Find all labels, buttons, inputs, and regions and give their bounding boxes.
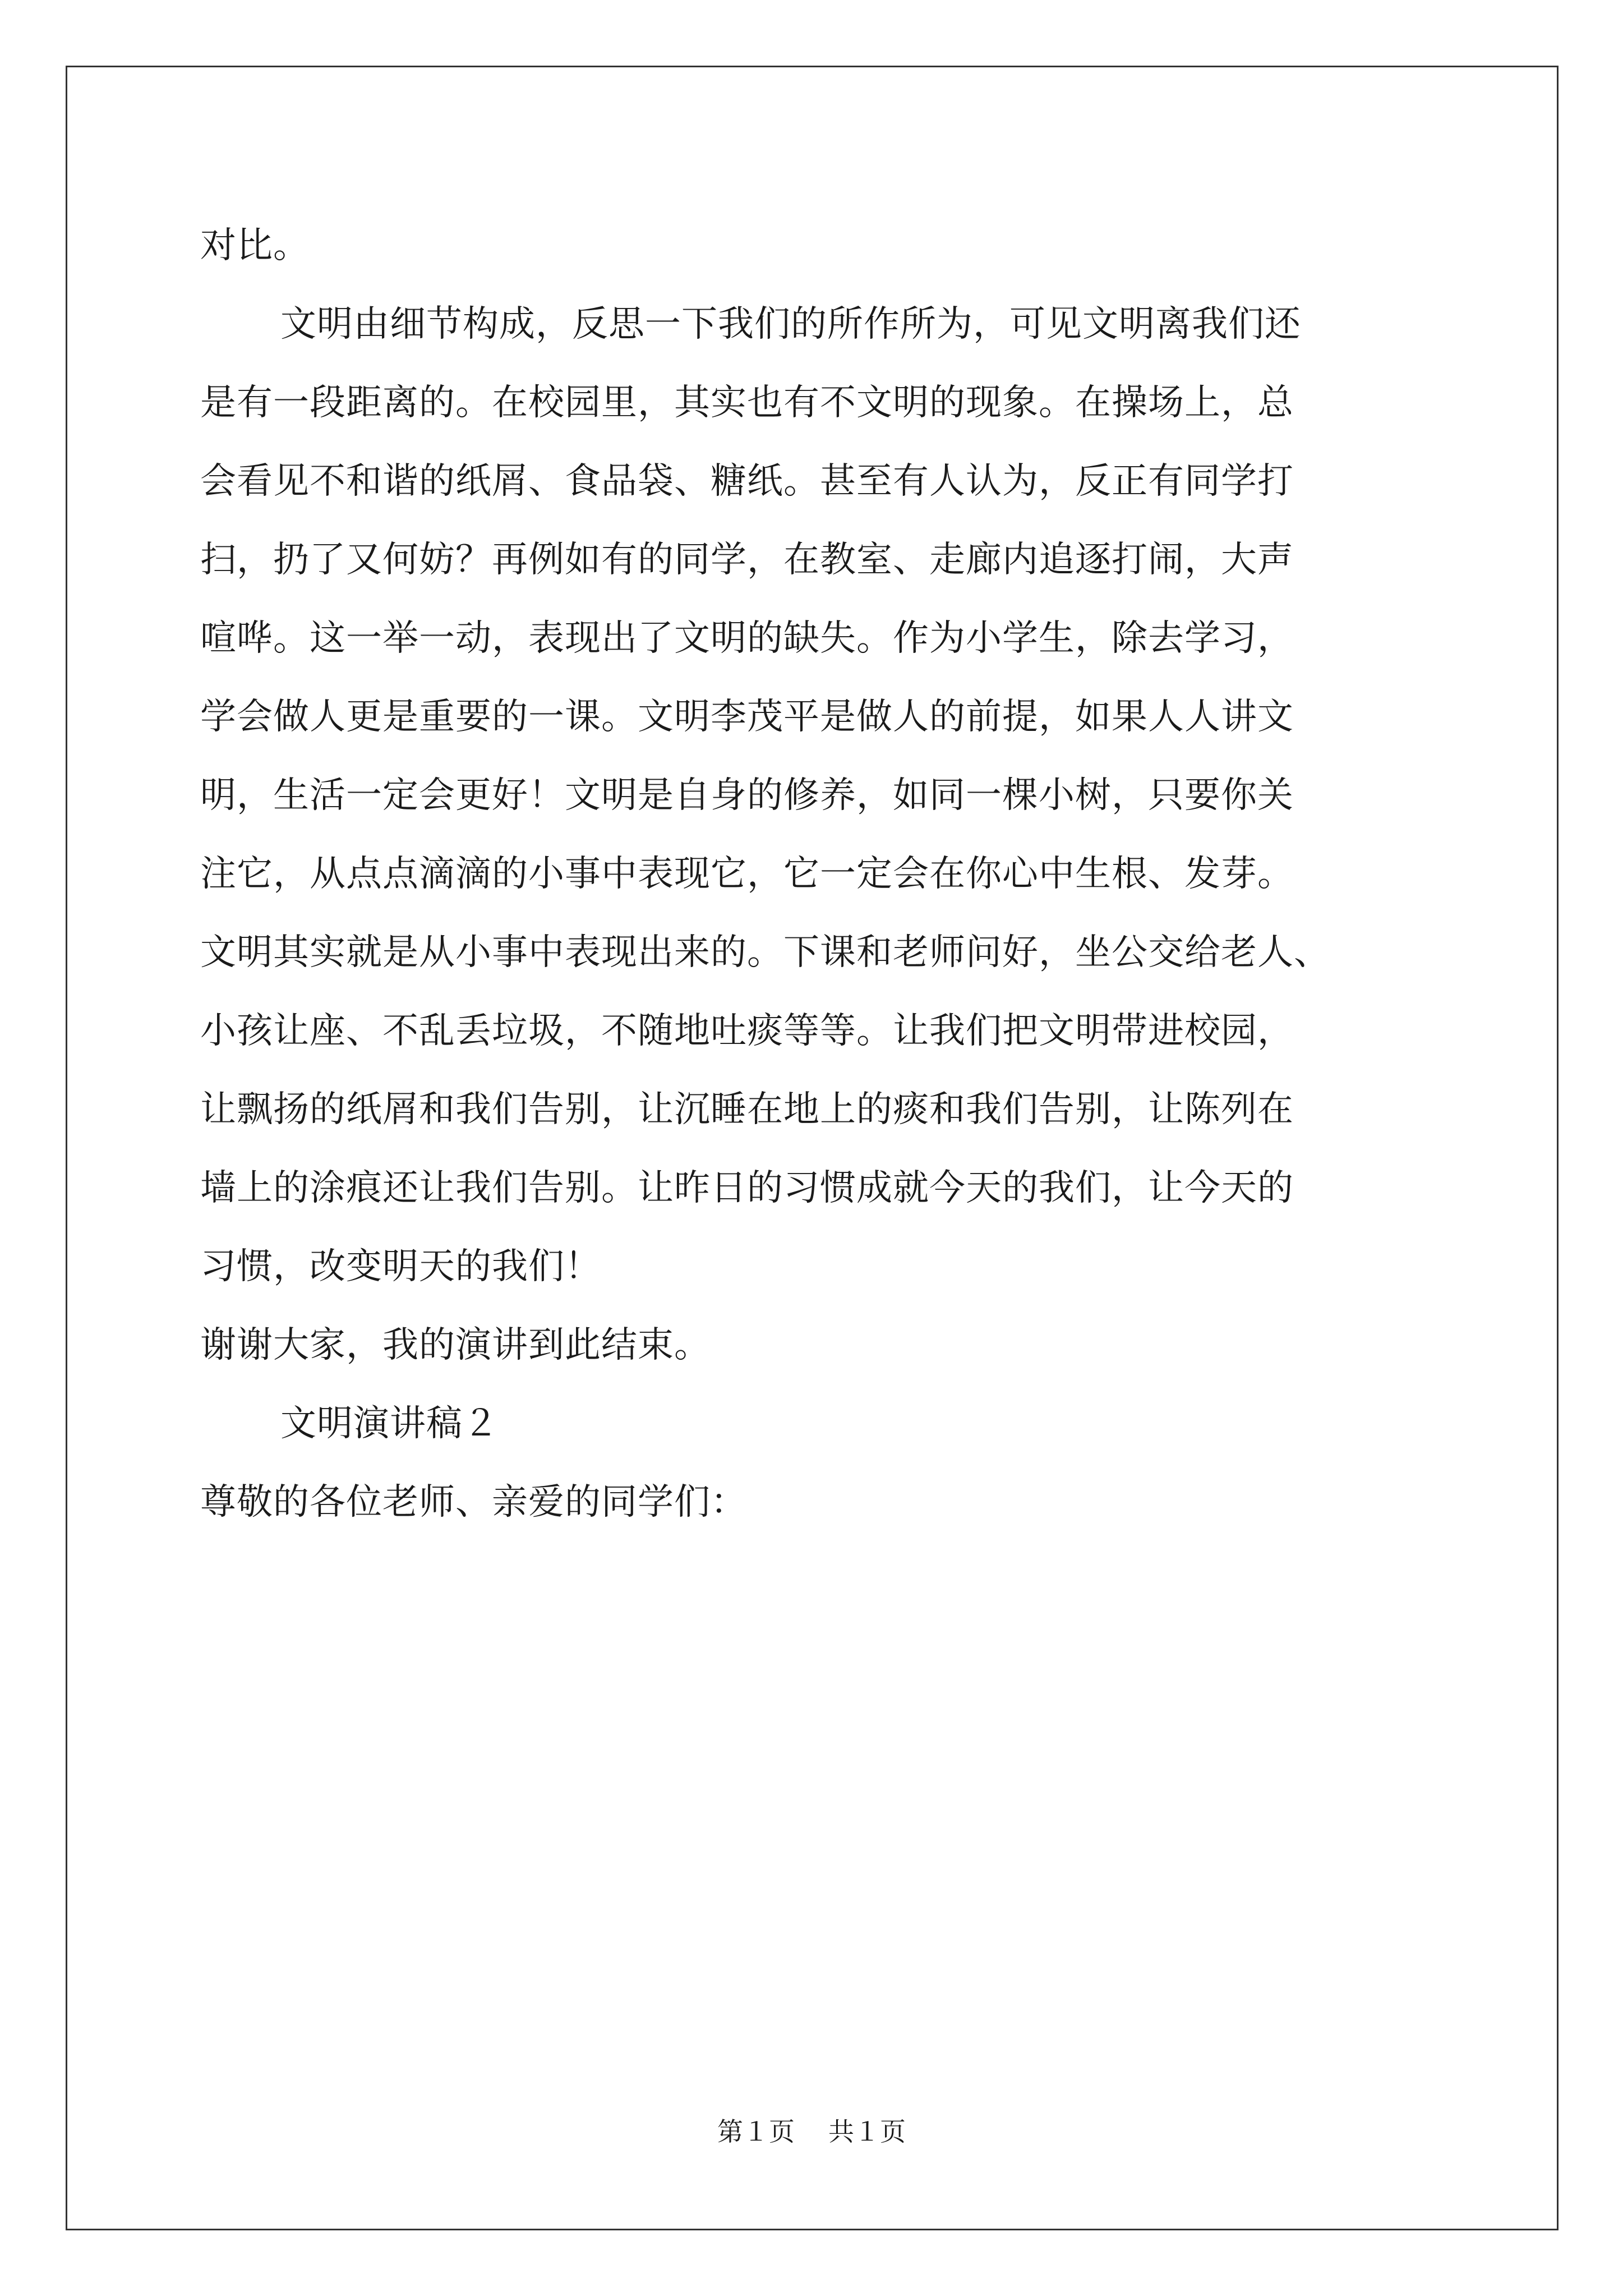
text-line: 小孩让座、不乱丢垃圾，不随地吐痰等等。让我们把文明带进校园， xyxy=(200,1010,1294,1052)
text-line: 喧哗。这一举一动，表现出了文明的缺失。作为小学生，除去学习， xyxy=(200,618,1294,659)
page-footer xyxy=(0,2116,1623,2147)
text-line: 明，生活一定会更好！文明是自身的修养，如同一棵小树，只要你关 xyxy=(200,775,1294,816)
text-line: 习惯，改变明天的我们！ xyxy=(200,1246,601,1287)
paragraph-start-line: 文明演讲稿２ xyxy=(280,1403,499,1444)
text-line: 文明其实就是从小事中表现出来的。下课和老师问好，坐公交给老人、 xyxy=(200,932,1330,973)
page-total: 共１页 xyxy=(828,2116,906,2147)
text-line: 扫，扔了又何妨？再例如有的同学，在教室、走廊内追逐打闹，大声 xyxy=(200,539,1294,581)
text-line: 让飘扬的纸屑和我们告别，让沉睡在地上的痰和我们告别，让陈列在 xyxy=(200,1089,1294,1130)
text-line: 学会做人更是重要的一课。文明李茂平是做人的前提，如果人人讲文 xyxy=(200,696,1294,738)
text-line: 尊敬的各位老师、亲爱的同学们： xyxy=(200,1481,747,1523)
paragraph-start-line: 文明由细节构成，反思一下我们的所作所为，可见文明离我们还 xyxy=(280,303,1301,345)
page-number: 第１页 xyxy=(717,2116,795,2147)
text-line: 谢谢大家，我的演讲到此结束。 xyxy=(200,1324,711,1366)
text-line: 是有一段距离的。在校园里，其实也有不文明的现象。在操场上，总 xyxy=(200,382,1294,424)
text-line: 会看见不和谐的纸屑、食品袋、糖纸。甚至有人认为，反正有同学打 xyxy=(200,461,1294,502)
text-line: 墙上的涂痕还让我们告别。让昨日的习惯成就今天的我们，让今天的 xyxy=(200,1167,1294,1209)
text-line: 对比。 xyxy=(200,225,310,266)
text-line: 注它，从点点滴滴的小事中表现它，它一定会在你心中生根、发芽。 xyxy=(200,853,1294,895)
